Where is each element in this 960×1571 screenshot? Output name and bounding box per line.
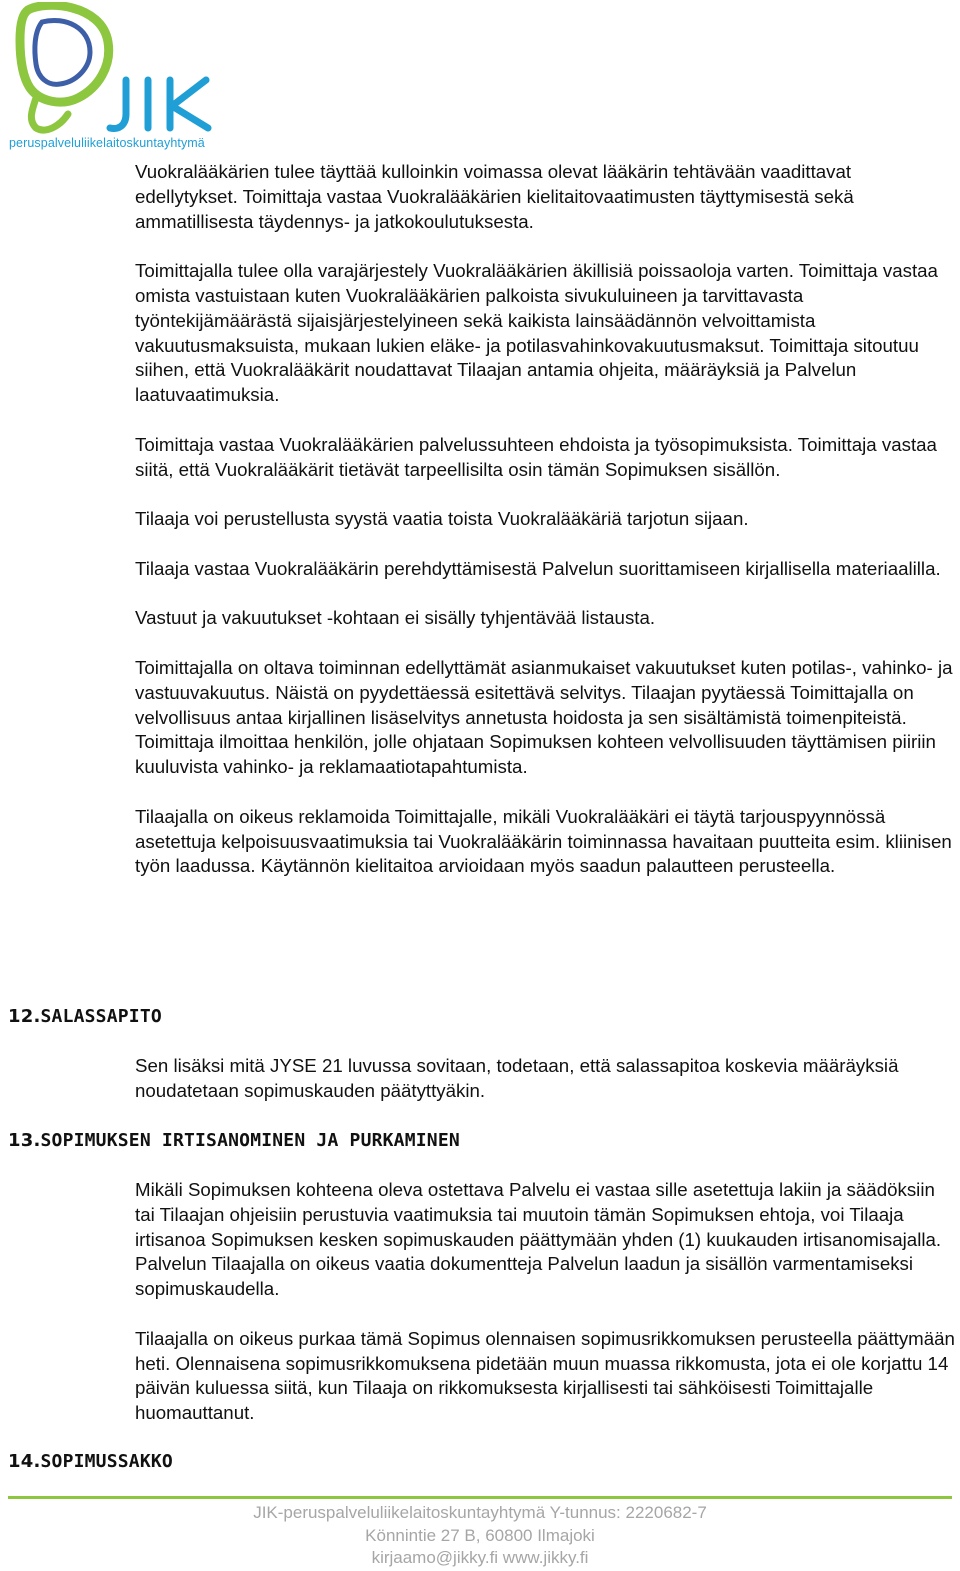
jik-logo-mark	[6, 2, 222, 136]
section-number: 12.	[8, 1006, 41, 1027]
logo-letter-j	[110, 80, 126, 128]
logo-leaf-inner	[35, 20, 90, 84]
content-block-1	[135, 160, 955, 904]
section-12-body	[135, 1054, 955, 1128]
page-footer	[0, 1502, 960, 1570]
paragraph: Toimittaja vastaa Vuokralääkärien palvelussuhteen ehdoista ja työsopimuksista. Toimittaja vastaa siitä, että Vuokralääkärit tietävät tarpeellisilta osin tämän Sopimuksen sisällön.	[135, 433, 937, 480]
section-title: SALASSAPITO	[40, 1006, 162, 1027]
section-title: SOPIMUSSAKKO	[40, 1451, 173, 1472]
section-heading-12	[8, 1006, 162, 1027]
paragraph: Toimittajalla on oltava toiminnan edellyttämät asianmukaiset vakuutukset kuten potilas-, vahinko- ja vastuuvakuutus. Näistä on pyydettäessä esitettävä selvitys. Tilaajan pyytäessä Toimittajalla on velvollisuus antaa kirjallinen lisäselvitys annetusta hoidosta ja sen sisältämistä toimenpiteistä. Toimittaja ilmoittaa henkilön, jolle ohjataan Sopimuksen kohteen velvollisuuden täyttämisen piiriin kuuluvista vahinko- ja reklamaatiotapahtumista.	[135, 656, 953, 778]
logo-letter-k-arms	[172, 80, 208, 128]
paragraph: Toimittajalla tulee olla varajärjestely Vuokralääkärien äkillisiä poissaoloja varten. Toimittaja vastaa omista vastuistaan kuten Vuokralääkärien palkoista sivukuluineen ja tarvittavasta työntekijämäärästä sijaisjärjestelyineen sekä kaikista lainsäädännön velvoittamista vakuutusmaksuista, mukaan lukien eläke- ja potilasvahinkovakuutusmaksut. Toimittaja sitoutuu siihen, että Vuokralääkärit noudattavat Tilaajan antamia ohjeita, määräyksiä ja Palvelun laatuvaatimuksia.	[135, 260, 938, 406]
jik-logo	[6, 2, 222, 152]
paragraph: Sen lisäksi mitä JYSE 21 luvussa sovitaan, todetaan, että salassapitoa koskevia määräyksiä noudatetaan sopimuskauden päätyttyäkin.	[135, 1055, 899, 1101]
paragraph: Mikäli Sopimuksen kohteena oleva ostettava Palvelu ei vastaa sille asetettuja lakiin ja säädöksiin tai Tilaajan ohjeisiin perustuvia vaatimuksia tai muutoin tämän Sopimuksen ehtoja, voi Tilaaja irtisanoa Sopimuksen kesken sopimuskauden päättymään yhden (1) kuukauden irtisanomisajalla. Palvelun Tilaajalla on oikeus vaatia dokumentteja Palvelun laadun ja sisällön varmentamiseksi sopimuskaudella.	[135, 1179, 942, 1300]
footer-address-line: Könnintie 27 B, 60800 Ilmajoki	[365, 1525, 595, 1545]
section-number: 13.	[8, 1130, 41, 1151]
footer-org-line: JIK-peruspalveluliikelaitoskuntayhtymä Y-tunnus: 2220682-7	[253, 1503, 707, 1522]
section-number: 14.	[8, 1451, 41, 1472]
section-title: SOPIMUKSEN IRTISANOMINEN JA PURKAMINEN	[40, 1130, 460, 1151]
footer-contact-line: kirjaamo@jikky.fi www.jikky.fi	[371, 1548, 589, 1567]
paragraph: Vuokralääkärien tulee täyttää kulloinkin voimassa olevat lääkärin tehtävään vaadittavat edellytykset. Toimittaja vastaa Vuokralääkärien kielitaitovaatimusten täyttymisestä sekä ammatillisesta täydennys- ja jatkokoulutuksesta.	[135, 161, 854, 232]
logo-caption: peruspalveluliikelaitoskuntayhtymä	[9, 136, 205, 150]
section-heading-13	[8, 1130, 460, 1151]
paragraph: Vastuut ja vakuutukset -kohtaan ei sisälly tyhjentävää listausta.	[135, 607, 656, 629]
paragraph: Tilaaja vastaa Vuokralääkärin perehdyttämisestä Palvelun suorittamiseen kirjallisella materiaalilla.	[135, 557, 941, 579]
section-heading-14	[8, 1451, 173, 1472]
paragraph: Tilaajalla on oikeus purkaa tämä Sopimus olennaisen sopimusrikkomuksen perusteella päättymään heti. Olennaisena sopimusrikkomuksena pidetään muun muassa rikkomusta, jota ei ole korjattu 14 päivän kuluessa siitä, kun Tilaaja on rikkomuksesta kirjallisesti tai sähköisesti Toimittajalle huomauttanut.	[135, 1327, 955, 1424]
footer-divider	[8, 1496, 952, 1499]
paragraph: Tilaajalla on oikeus reklamoida Toimittajalle, mikäli Vuokralääkäri ei täytä tarjouspyynnössä asetettuja kelpoisuusvaatimuksia tai Vuokralääkärin toiminnassa havaitaan puutteita esim. kliinisen työn laadussa. Käytännön kielitaitoa arvioidaan myös saadun palautteen perusteella.	[135, 805, 952, 877]
paragraph: Tilaaja voi perustellusta syystä vaatia toista Vuokralääkäriä tarjotun sijaan.	[135, 508, 749, 530]
section-13-body	[135, 1178, 955, 1451]
